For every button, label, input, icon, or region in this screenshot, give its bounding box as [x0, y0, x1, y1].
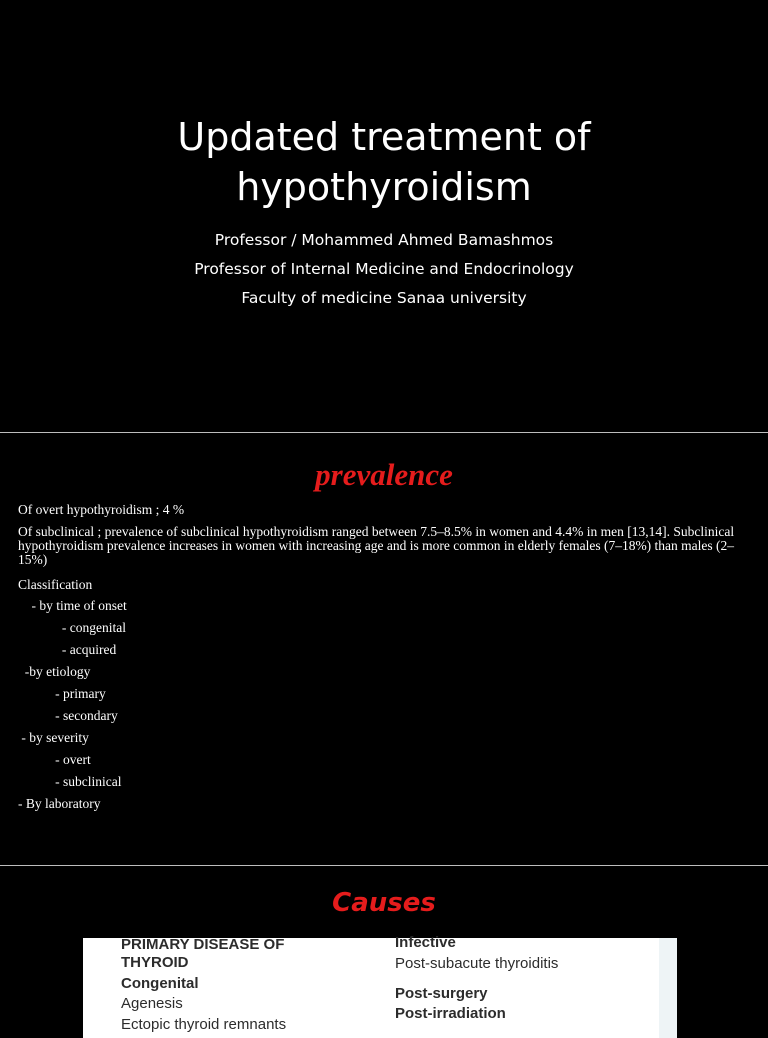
author-affiliation: Faculty of medicine Sanaa university — [241, 289, 527, 307]
table-cell: Post-subacute thyroiditis — [395, 955, 559, 972]
list-item: -by etiology — [18, 664, 91, 679]
causes-slide — [0, 866, 768, 1033]
list-item: - overt — [18, 752, 91, 767]
list-item: - subclinical — [18, 774, 122, 789]
causes-table-image — [83, 934, 677, 1038]
table-cell: Infective — [395, 934, 456, 951]
prevalence-heading: prevalence — [315, 457, 453, 492]
subclinical-prevalence-text: Of subclinical ; prevalence of subclinical hypothyroidism ranged between 7.5–8.5% in women and 4.4% in men [13,14]. Subclinical hypothyroidism prevalence increases in women with increasing age and is more common in elderly females (7–18%) than males (2–15%) — [18, 524, 735, 567]
list-item: - congenital — [18, 620, 126, 635]
title-slide — [0, 0, 768, 432]
classification-heading: Classification — [18, 577, 93, 592]
list-item: - acquired — [18, 642, 117, 657]
table-cell: Post-irradiation — [395, 1005, 506, 1022]
table-shade — [659, 938, 677, 1038]
author-name: Professor / Mohammed Ahmed Bamashmos — [214, 231, 554, 249]
list-item: - by severity — [18, 730, 89, 745]
author-position: Professor of Internal Medicine and Endocrinology — [194, 260, 574, 278]
slide-subtitle — [0, 226, 768, 313]
table-cell: THYROID — [121, 954, 189, 971]
list-item: - By laboratory — [18, 796, 101, 811]
causes-heading: Causes — [332, 888, 436, 918]
table-cell: PRIMARY DISEASE OF — [121, 936, 285, 953]
list-item: - by time of onset — [18, 598, 127, 613]
title-line-1: Updated treatment of — [177, 115, 591, 159]
table-cell: Post-surgery — [395, 985, 488, 1002]
table-cell: Ectopic thyroid remnants — [121, 1016, 287, 1033]
slide-title — [0, 112, 768, 212]
overt-prevalence-text: Of overt hypothyroidism ; 4 % — [18, 502, 185, 517]
table-cell: Agenesis — [121, 995, 183, 1012]
list-item: - primary — [18, 686, 106, 701]
prevalence-slide — [0, 433, 768, 865]
table-cell: Congenital — [121, 975, 199, 992]
list-item: - secondary — [18, 708, 118, 723]
prevalence-body — [18, 503, 750, 815]
title-line-2: hypothyroidism — [236, 165, 532, 209]
